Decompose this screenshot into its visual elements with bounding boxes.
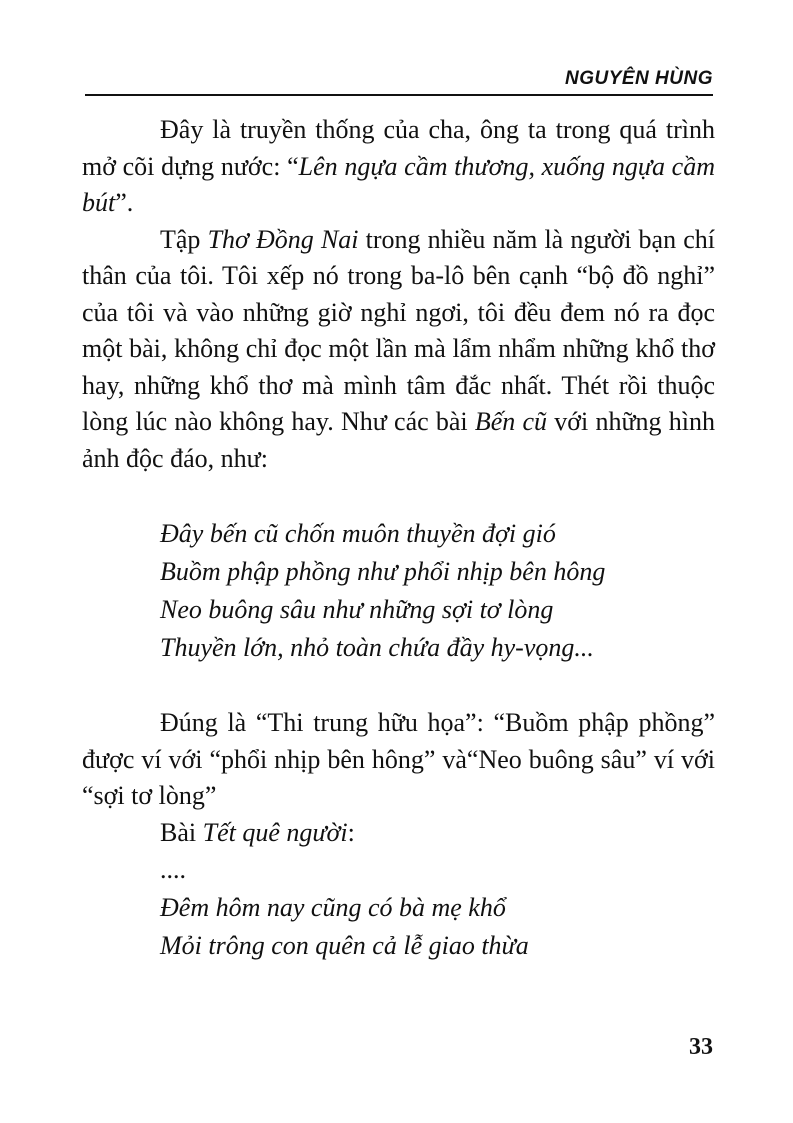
verse-line: Mỏi trông con quên cả lễ giao thừa (160, 931, 529, 960)
verse-line: Đây bến cũ chốn muôn thuyền đợi gió (160, 519, 556, 548)
paragraph-4-text-a: Bài (160, 817, 203, 847)
verse-line: Buồm phập phồng như phổi nhịp bên hông (160, 557, 606, 586)
paragraph-2-poem-title: Bến cũ (474, 407, 548, 436)
page-number: 33 (689, 1034, 713, 1060)
verse-line: Thuyền lớn, nhỏ toàn chứa đầy hy-vọng... (160, 633, 594, 662)
verse-line: Đêm hôm nay cũng có bà mẹ khổ (160, 893, 506, 922)
paragraph-4-poem-title: Tết quê người (202, 817, 348, 847)
paragraph-2 (82, 222, 715, 478)
header-author: NGUYÊN HÙNG (564, 68, 713, 89)
body-text (82, 112, 715, 965)
paragraph-3: Đúng là “Thi trung hữu họa”: “Buồm phập phồng” được ví với “phổi nhịp bên hông” và“Neo buông sâu” ví với “sợi tơ lòng” (82, 708, 715, 810)
verse-ellipsis: .... (160, 855, 186, 884)
paragraph-2-book-title: Thơ Đồng Nai (207, 224, 359, 254)
paragraph-4 (82, 815, 715, 852)
verse-block-1 (82, 515, 715, 667)
paragraph-2-text-b: trong nhiều năm là người bạn chí thân của tôi. Tôi xếp nó trong ba-lô bên cạnh “bộ đồ nghỉ” của tôi và vào những giờ nghỉ ngơi, tôi đều đem nó ra đọc một bài, không chỉ đọc một lần mà lẩm nhẩm những khổ thơ hay, những khổ thơ mà mình tâm đắc nhất. Thét rồi thuộc lòng lúc nào không hay. Như các bài (82, 224, 715, 436)
verse-block-2 (82, 889, 715, 965)
verse-line: Neo buông sâu như những sợi tơ lòng (160, 595, 554, 624)
paragraph-1-text-a: Đây là truyền thống của cha, ông ta trong quá trình mở cõi dựng nước: “ (82, 115, 715, 181)
paragraph-2-text-c: với những hình ảnh độc đáo, như: (82, 407, 715, 473)
paragraph-1-text-b: ”. (115, 188, 134, 217)
paragraph-1 (82, 112, 715, 222)
paragraph-2-text-a: Tập (160, 224, 208, 254)
paragraph-4-text-b: : (347, 817, 355, 847)
paragraph-1-quote: Lên ngựa cầm thương, xuống ngựa cầm bút (82, 151, 715, 217)
running-header (85, 62, 713, 96)
